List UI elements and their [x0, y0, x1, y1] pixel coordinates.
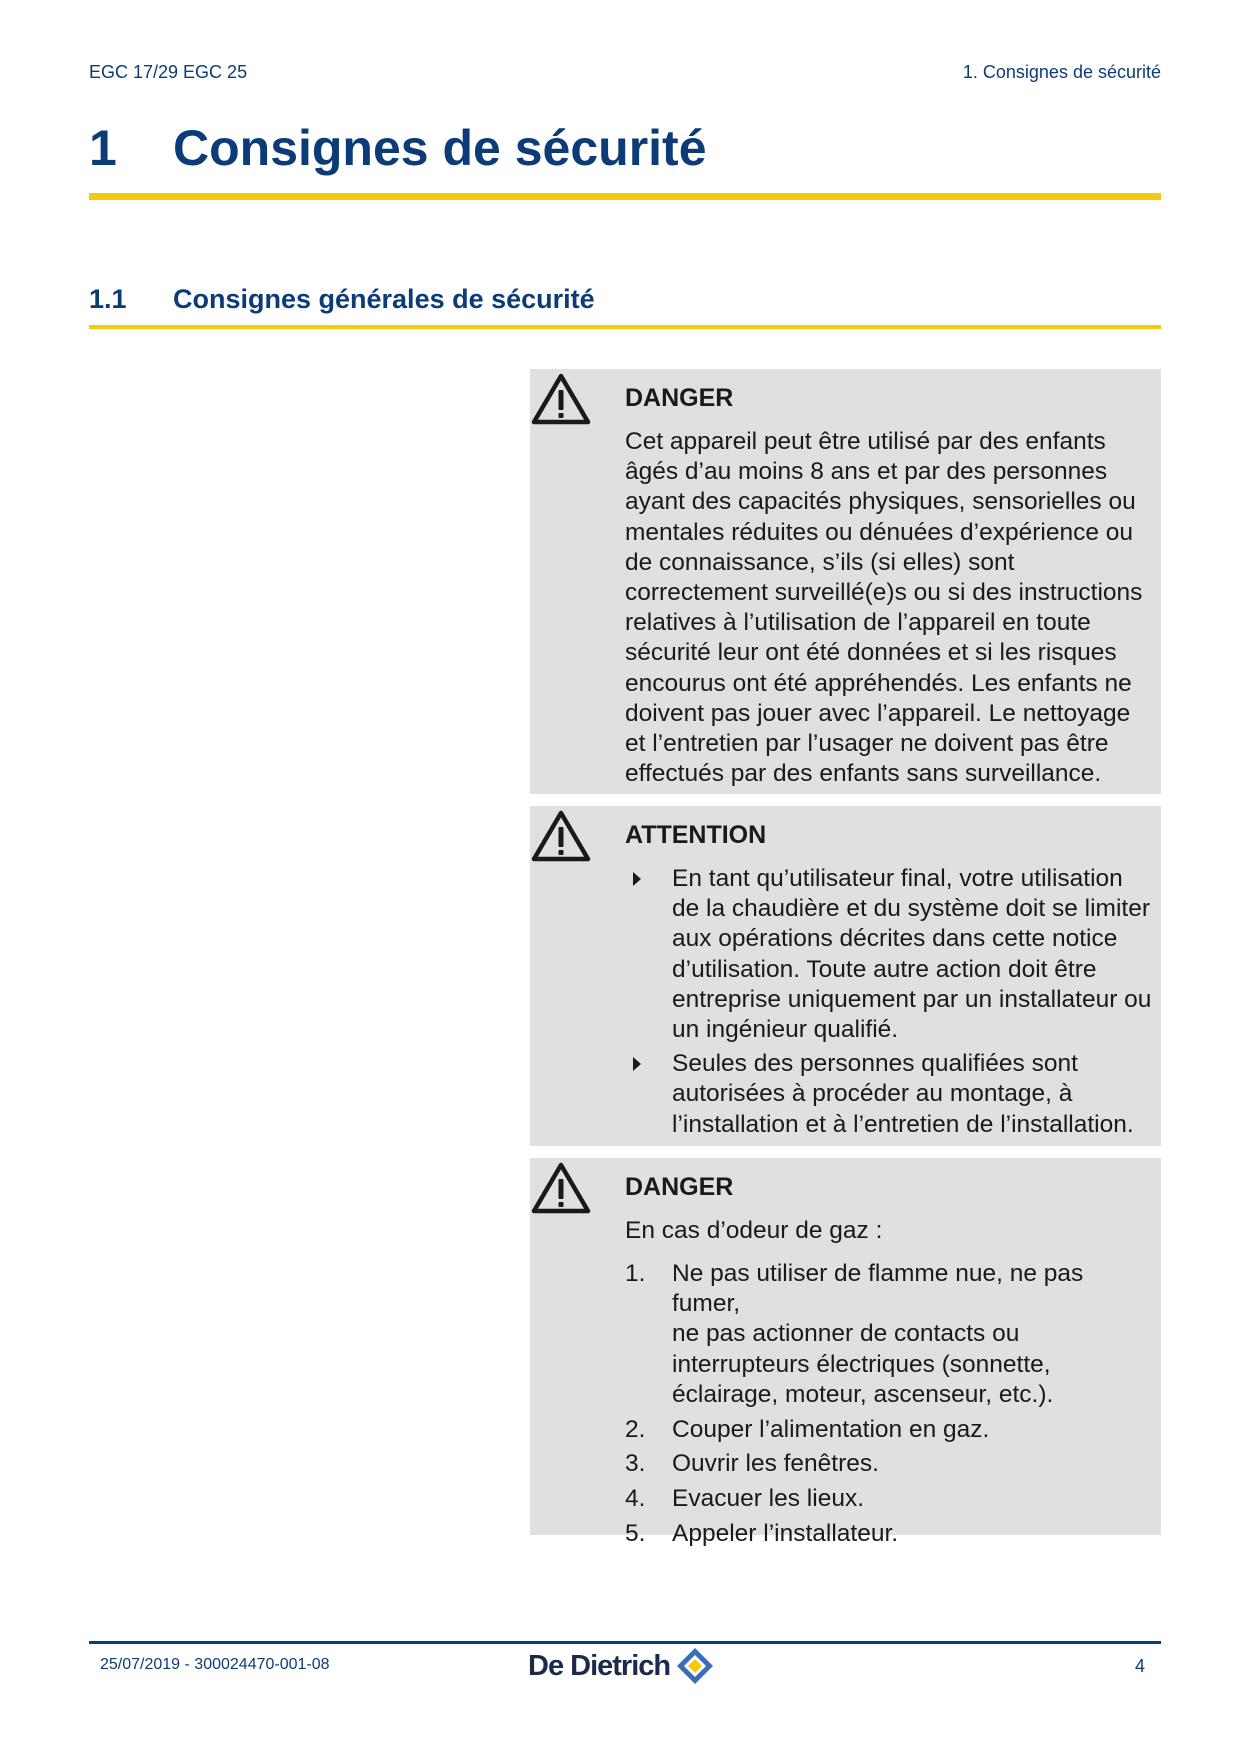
text-line: Couper l’alimentation en gaz. — [672, 1415, 990, 1443]
brand-logo-text: De Dietrich — [528, 1650, 671, 1682]
text-line: relatives à l’utilisation de l’appareil en toute — [625, 609, 1091, 637]
text-line: aux opérations décrites dans cette notice — [672, 925, 1118, 953]
gas-steps-list — [625, 1259, 1157, 1553]
text-line: Seules des personnes qualifiées sont — [672, 1050, 1078, 1078]
text-line: encourus ont été appréhendés. Les enfants ne — [625, 669, 1132, 697]
warning-triangle-icon — [531, 1161, 591, 1215]
brand-diamond-icon — [675, 1646, 715, 1686]
danger-label: DANGER — [625, 1173, 734, 1201]
text-line: Ne pas utiliser de flamme nue, ne pas fumer, — [672, 1260, 1084, 1318]
text-line: entreprise uniquement par un installateur ou — [672, 985, 1152, 1013]
list-item — [625, 1449, 1157, 1479]
step-number: 4. — [625, 1484, 646, 1512]
danger-box-children — [530, 369, 1161, 794]
list-item — [625, 1415, 1157, 1445]
danger-label: DANGER — [625, 384, 734, 412]
text-line: âgés d’au moins 8 ans et par des personnes — [625, 458, 1108, 486]
text-line: un ingénieur qualifié. — [672, 1016, 899, 1044]
attention-box — [530, 806, 1161, 1146]
warning-triangle-icon — [531, 372, 591, 426]
text-line: En tant qu’utilisateur final, votre utilisation — [672, 865, 1123, 892]
chapter-number: 1 — [89, 120, 117, 176]
header-section-title: 1. Consignes de sécurité — [962, 62, 1161, 82]
header-doc-reference: EGC 17/29 EGC 25 — [89, 62, 248, 82]
list-item — [625, 1519, 1157, 1549]
text-line: ne pas actionner de contacts ou — [672, 1320, 1020, 1348]
text-line: doivent pas jouer avec l’appareil. Le nettoyage — [625, 699, 1131, 727]
list-item — [625, 1259, 1157, 1410]
text-line: éclairage, moteur, ascenseur, etc.). — [672, 1380, 1054, 1408]
danger-box-gas — [530, 1158, 1161, 1547]
step-number: 5. — [625, 1519, 646, 1547]
text-line: Ouvrir les fenêtres. — [672, 1450, 879, 1478]
text-line: de connaissance, s’ils (si elles) sont — [625, 548, 1015, 576]
text-line: d’utilisation. Toute autre action doit être — [672, 955, 1097, 983]
text-line: Appeler l’installateur. — [672, 1519, 899, 1547]
bullet-arrow-icon — [633, 1057, 641, 1071]
bullet-arrow-icon — [633, 872, 641, 886]
step-number: 2. — [625, 1415, 646, 1443]
step-number: 3. — [625, 1450, 646, 1478]
page-number: 4 — [1134, 1656, 1145, 1676]
warning-triangle-icon — [531, 809, 591, 863]
text-line: sécurité leur ont été données et si les risques — [625, 639, 1117, 667]
text-line: l’installation et à l’entretien de l’installation. — [672, 1110, 1134, 1138]
list-item — [625, 1049, 1157, 1140]
step-number: 1. — [625, 1260, 646, 1287]
list-item — [625, 864, 1157, 1045]
text-line: effectués par des enfants sans surveillance. — [625, 760, 1102, 788]
footer-rule — [89, 1641, 1161, 1644]
chapter-rule — [89, 193, 1161, 200]
text-line: ayant des capacités physiques, sensorielles ou — [625, 488, 1136, 516]
chapter-title: Consignes de sécurité — [173, 120, 707, 176]
section-title: Consignes générales de sécurité — [173, 284, 595, 314]
text-line: Evacuer les lieux. — [672, 1484, 865, 1512]
text-line: correctement surveillé(e)s ou si des instructions — [625, 579, 1143, 607]
danger-text — [625, 427, 1157, 789]
text-line: Cet appareil peut être utilisé par des enfants — [625, 428, 1106, 455]
text-line: mentales réduites ou dénuées d’expérience ou — [625, 518, 1134, 546]
text-line: de la chaudière et du système doit se limiter — [672, 895, 1150, 923]
text-line: autorisées à procéder au montage, à — [672, 1080, 1073, 1108]
section-rule — [89, 325, 1161, 329]
attention-label: ATTENTION — [625, 821, 767, 849]
list-item — [625, 1484, 1157, 1514]
footer-doc-date: 25/07/2019 - 300024470-001-08 — [100, 1656, 330, 1673]
gas-intro: En cas d’odeur de gaz : — [625, 1217, 883, 1244]
attention-list — [625, 864, 1157, 1144]
text-line: et l’entretien par l’usager ne doivent pas être — [625, 730, 1109, 758]
text-line: interrupteurs électriques (sonnette, — [672, 1350, 1051, 1378]
section-number: 1.1 — [89, 284, 127, 314]
